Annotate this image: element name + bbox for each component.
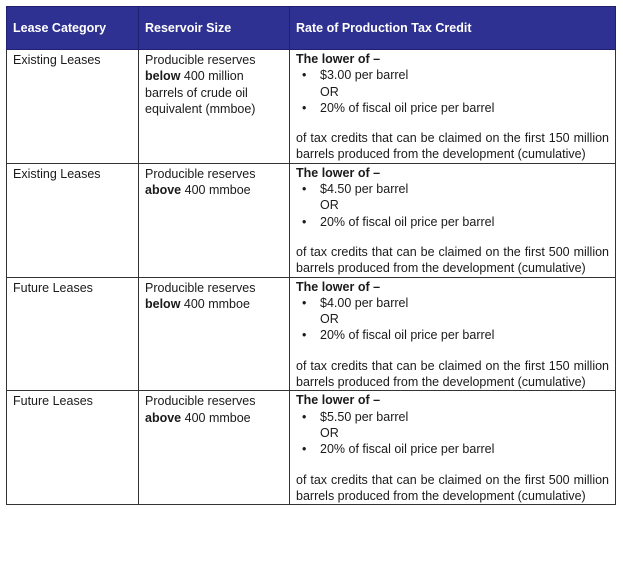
credit-bullet-list (296, 295, 609, 344)
reservoir-emphasis: above (145, 183, 182, 198)
credit-lead: The lower of – (296, 393, 381, 408)
bullet-text: 20% of fiscal oil price per barrel (320, 214, 495, 229)
reservoir-suffix: 400 million barrels of crude oil equivalent (mmboe) (145, 69, 256, 116)
bullet-icon: • (302, 328, 307, 343)
reservoir-emphasis: below (145, 69, 181, 84)
credit-bullet-list (296, 409, 609, 458)
credit-tail: of tax credits that can be claimed on the first 500 million barrels produced from the development (cumulative) (296, 472, 609, 503)
bullet-text: 20% of fiscal oil price per barrel (320, 328, 495, 343)
credit-tail: of tax credits that can be claimed on the first 150 million barrels produced from the development (cumulative) (296, 358, 609, 390)
bullet-icon: • (302, 295, 307, 310)
table-row (7, 277, 616, 391)
reservoir-emphasis: above (145, 410, 182, 425)
header-reservoir-size: Reservoir Size (139, 7, 290, 50)
bullet-icon: • (302, 68, 307, 83)
list-item (296, 67, 609, 83)
reservoir-size-cell (139, 391, 290, 505)
credit-tail: of tax credits that can be claimed on the first 150 million barrels produced from the development (cumulative) (296, 131, 609, 162)
reservoir-prefix: Producible reserves (145, 166, 256, 181)
lease-category-cell: Future Leases (7, 277, 139, 391)
credit-rate-cell (290, 50, 616, 164)
credit-bullet-list (296, 181, 609, 230)
bullet-text: $3.00 per barrel (320, 68, 409, 83)
bullet-text: $4.00 per barrel (320, 295, 409, 310)
credit-rate-cell (290, 163, 616, 277)
bullet-text: 20% of fiscal oil price per barrel (320, 442, 495, 457)
bullet-icon: • (302, 100, 307, 115)
reservoir-emphasis: below (145, 296, 181, 311)
bullet-text: 20% of fiscal oil price per barrel (320, 100, 495, 115)
reservoir-prefix: Producible reserves (145, 53, 256, 67)
or-separator: OR (320, 198, 339, 213)
reservoir-suffix: 400 mmboe (183, 296, 250, 311)
bullet-text: $5.50 per barrel (320, 409, 409, 424)
reservoir-prefix: Producible reserves (145, 394, 256, 409)
header-lease-category: Lease Category (7, 7, 139, 50)
credit-lead: The lower of – (296, 165, 381, 180)
reservoir-size-cell (139, 163, 290, 277)
list-item (296, 100, 609, 116)
list-item (296, 214, 609, 230)
reservoir-size-cell (139, 277, 290, 391)
list-item (296, 441, 609, 457)
table-row (7, 391, 616, 505)
bullet-icon: • (302, 442, 307, 457)
reservoir-suffix: 400 mmboe (184, 183, 251, 198)
list-item (296, 327, 609, 343)
reservoir-prefix: Producible reserves (145, 280, 256, 295)
credit-rate-cell (290, 277, 616, 391)
header-rate-of-credit: Rate of Production Tax Credit (290, 7, 616, 50)
credit-lead: The lower of – (296, 52, 381, 66)
credit-lead: The lower of – (296, 279, 381, 294)
table-header-row (7, 7, 616, 50)
credit-bullet-list (296, 67, 609, 116)
lease-category-cell: Future Leases (7, 391, 139, 505)
bullet-icon: • (302, 409, 307, 424)
bullet-icon: • (302, 182, 307, 197)
bullet-icon: • (302, 214, 307, 229)
or-separator: OR (320, 84, 339, 99)
table-row (7, 50, 616, 164)
lease-category-cell: Existing Leases (7, 50, 139, 164)
lease-category-cell: Existing Leases (7, 163, 139, 277)
or-separator: OR (320, 425, 339, 440)
table-row (7, 163, 616, 277)
credit-rate-cell (290, 391, 616, 505)
list-item (296, 181, 609, 197)
credit-tail: of tax credits that can be claimed on the first 500 million barrels produced from the development (cumulative) (296, 244, 609, 276)
or-separator: OR (320, 312, 339, 327)
reservoir-size-cell (139, 50, 290, 164)
bullet-text: $4.50 per barrel (320, 182, 409, 197)
list-item (296, 409, 609, 425)
list-item (296, 295, 609, 311)
production-tax-credit-table (6, 6, 616, 505)
reservoir-suffix: 400 mmboe (184, 410, 251, 425)
